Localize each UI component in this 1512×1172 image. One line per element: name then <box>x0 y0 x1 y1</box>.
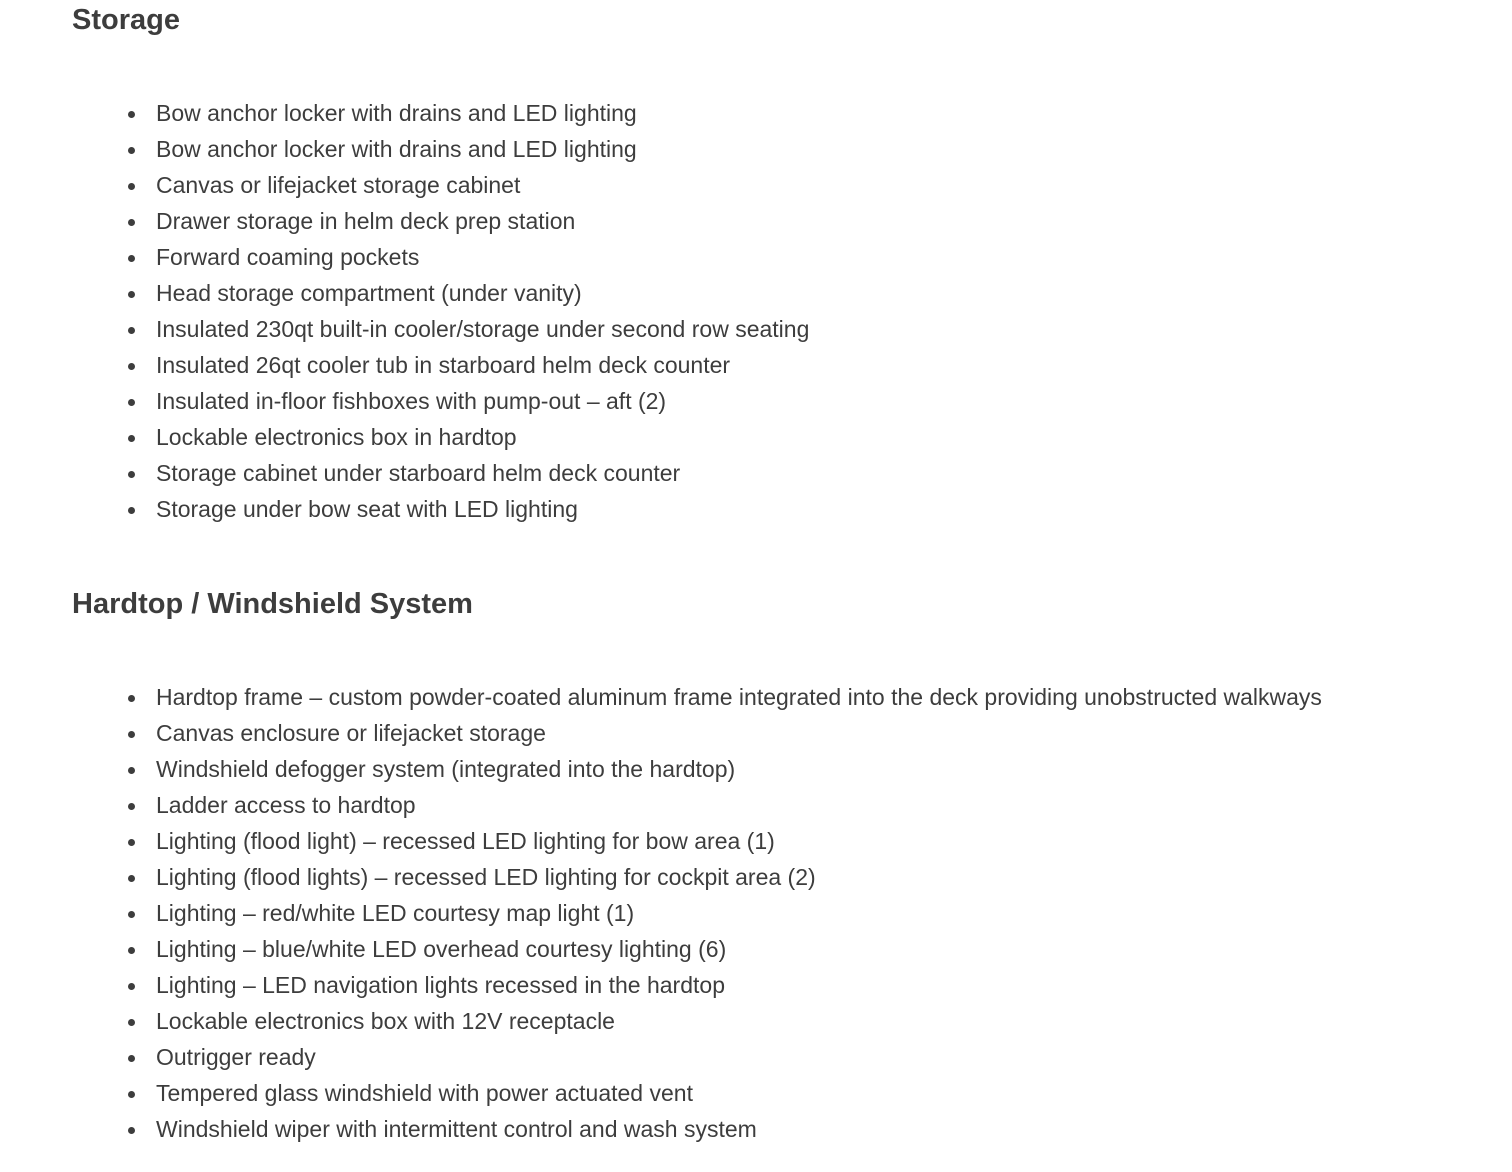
bullet-icon <box>128 219 135 226</box>
list-item <box>72 1111 1472 1147</box>
list-item-text: Head storage compartment (under vanity) <box>156 280 582 306</box>
bullet-icon <box>128 875 135 882</box>
hardtop-heading: Hardtop / Windshield System <box>72 588 473 620</box>
list-item-text: Bow anchor locker with drains and LED lighting <box>156 100 637 126</box>
list-item <box>72 787 1472 823</box>
bullet-icon <box>128 1019 135 1026</box>
list-item <box>72 1003 1472 1039</box>
list-item-text: Tempered glass windshield with power actuated vent <box>156 1080 693 1106</box>
list-item-text: Drawer storage in helm deck prep station <box>156 208 576 234</box>
list-item-text: Storage under bow seat with LED lighting <box>156 496 578 522</box>
bullet-icon <box>128 183 135 190</box>
list-item-text: Lockable electronics box in hardtop <box>156 424 517 450</box>
list-item <box>72 455 1472 491</box>
bullet-icon <box>128 363 135 370</box>
bullet-icon <box>128 1055 135 1062</box>
list-item <box>72 967 1472 1003</box>
list-item <box>72 1075 1472 1111</box>
list-item <box>72 491 1472 527</box>
list-item <box>72 347 1472 383</box>
bullet-icon <box>128 983 135 990</box>
list-item-text: Bow anchor locker with drains and LED lighting <box>156 136 637 162</box>
list-item-text: Storage cabinet under starboard helm deck counter <box>156 460 681 486</box>
bullet-icon <box>128 471 135 478</box>
list-item-text: Lighting – blue/white LED overhead courtesy lighting (6) <box>156 936 727 962</box>
storage-section <box>72 0 1472 527</box>
list-item-text: Lighting (flood lights) – recessed LED lighting for cockpit area (2) <box>156 864 816 890</box>
list-item-text: Lighting (flood light) – recessed LED lighting for bow area (1) <box>156 828 775 854</box>
list-item-text: Outrigger ready <box>156 1044 316 1070</box>
bullet-icon <box>128 111 135 118</box>
bullet-icon <box>128 507 135 514</box>
bullet-icon <box>128 1091 135 1098</box>
list-item-text: Insulated 230qt built-in cooler/storage under second row seating <box>156 316 810 342</box>
list-item-text: Windshield wiper with intermittent control and wash system <box>156 1116 757 1142</box>
list-item <box>72 383 1472 419</box>
list-item-text: Lighting – LED navigation lights recessed in the hardtop <box>156 972 725 998</box>
bullet-icon <box>128 947 135 954</box>
list-item <box>72 239 1472 275</box>
list-item <box>72 95 1472 131</box>
list-item <box>72 751 1472 787</box>
list-item-text: Lighting – red/white LED courtesy map light (1) <box>156 900 635 926</box>
list-item-text: Windshield defogger system (integrated into the hardtop) <box>156 756 736 782</box>
list-item-text: Forward coaming pockets <box>156 244 420 270</box>
list-item-text: Insulated in-floor fishboxes with pump-out – aft (2) <box>156 388 667 414</box>
list-item <box>72 715 1472 751</box>
hardtop-list <box>72 679 1472 1147</box>
bullet-icon <box>128 767 135 774</box>
bullet-icon <box>128 839 135 846</box>
list-item <box>72 823 1472 859</box>
list-item <box>72 895 1472 931</box>
list-item <box>72 419 1472 455</box>
list-item <box>72 131 1472 167</box>
bullet-icon <box>128 911 135 918</box>
hardtop-section <box>72 584 1472 1147</box>
list-item-text: Canvas or lifejacket storage cabinet <box>156 172 521 198</box>
list-item-text: Lockable electronics box with 12V receptacle <box>156 1008 615 1034</box>
storage-list <box>72 95 1472 527</box>
storage-heading: Storage <box>72 4 180 36</box>
list-item-text: Ladder access to hardtop <box>156 792 416 818</box>
bullet-icon <box>128 255 135 262</box>
bullet-icon <box>128 695 135 702</box>
list-item <box>72 311 1472 347</box>
list-item <box>72 1039 1472 1075</box>
bullet-icon <box>128 731 135 738</box>
bullet-icon <box>128 435 135 442</box>
bullet-icon <box>128 291 135 298</box>
bullet-icon <box>128 803 135 810</box>
list-item-text: Insulated 26qt cooler tub in starboard helm deck counter <box>156 352 731 378</box>
list-item-text: Hardtop frame – custom powder-coated aluminum frame integrated into the deck providing unobstructed walkways <box>156 684 1322 710</box>
list-item <box>72 275 1472 311</box>
list-item-text: Canvas enclosure or lifejacket storage <box>156 720 546 746</box>
list-item <box>72 203 1472 239</box>
list-item <box>72 859 1472 895</box>
list-item <box>72 931 1472 967</box>
bullet-icon <box>128 147 135 154</box>
list-item <box>72 679 1472 715</box>
bullet-icon <box>128 399 135 406</box>
bullet-icon <box>128 327 135 334</box>
list-item <box>72 167 1472 203</box>
bullet-icon <box>128 1127 135 1134</box>
